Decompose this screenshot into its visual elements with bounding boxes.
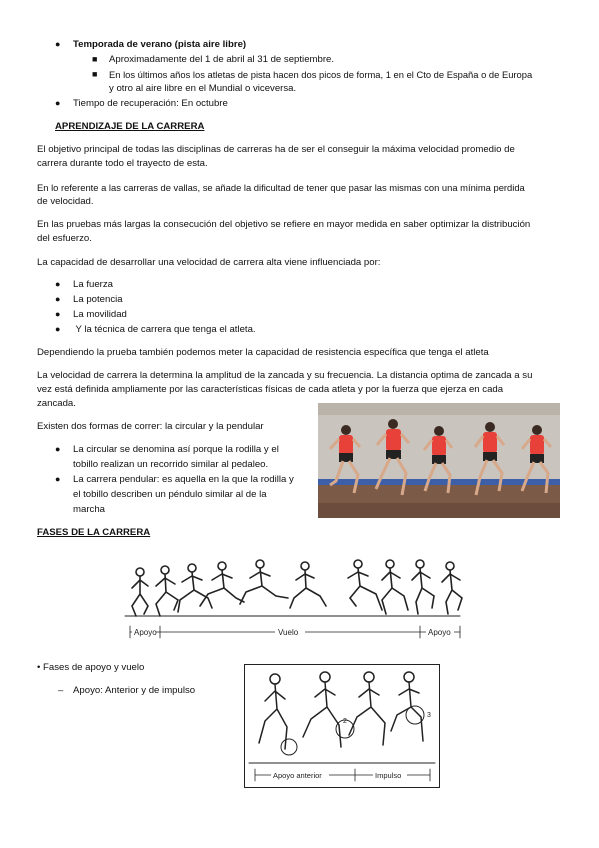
paragraph-line: La velocidad de carrera la determina la amplitud de la zancada y su frecuencia. La distancia optima de zancada a su (37, 370, 533, 381)
sketch-runner (382, 560, 408, 614)
factor-item: La fuerza (73, 279, 114, 290)
paragraph-line: La capacidad de desarrollar una velocidad de carrera alta viene influenciada por: (37, 257, 381, 268)
summer-sub1: Aproximadamente del 1 de abril al 31 de septiembre. (109, 54, 335, 65)
pendular-line1: La carrera pendular: es aquella en la que la rodilla y (73, 474, 294, 485)
paragraph-line: del esfuerzo. (37, 233, 92, 244)
sketch-runner (290, 562, 326, 608)
paragraph-line: Dependiendo la prueba también podemos meter la capacidad de resistencia específica que tenga el atleta (37, 347, 489, 358)
bullet-square: ■ (92, 54, 98, 64)
circular-line1: La circular se denomina así porque la rodilla y el (73, 444, 279, 455)
running-phases-figure (120, 550, 470, 642)
fig-label-vuelo: Vuelo (278, 628, 299, 637)
sketch-runner (178, 564, 212, 612)
sketch-runner (349, 672, 385, 745)
summer-title: Temporada de verano (pista aire libre) (73, 39, 247, 50)
summer-sub2-line2: y otro al aire libre en el Mundial o viceversa. (109, 83, 297, 94)
fig-label-apoyo: Apoyo (134, 628, 157, 637)
sketch-runner (240, 560, 288, 604)
phases-heading: FASES DE LA CARRERA (37, 527, 151, 538)
factor-item: La potencia (73, 294, 123, 305)
sketch-runner (156, 566, 178, 616)
sketch-runner (132, 568, 148, 616)
factor-item: Y la técnica de carrera que tenga el atleta. (73, 324, 256, 335)
bullet-dot: ● (55, 474, 61, 484)
fig2-label-apoyo-anterior: Apoyo anterior (273, 771, 322, 780)
bullet-square: ■ (92, 69, 98, 79)
paragraph-line: de velocidad. (37, 196, 94, 207)
fig2-number-3: 3 (427, 712, 431, 719)
sketch-runner (303, 672, 341, 747)
sketch-runner (412, 560, 434, 614)
support-phase-figure (244, 664, 440, 788)
runners-photo (318, 403, 560, 518)
paragraph-line: En las pruebas más largas la consecución del objetivo se refiere en mayor medida en saber optimizar la distribución (37, 219, 531, 230)
apoyo-subitem: Apoyo: Anterior y de impulso (73, 685, 196, 696)
dash-marker: – (58, 685, 64, 696)
bullet-dot: ● (55, 98, 61, 108)
bullet-dot: ● (55, 39, 61, 49)
learning-heading: APRENDIZAJE DE LA CARRERA (55, 121, 205, 132)
pendular-line3: marcha (73, 504, 105, 515)
fig-label-apoyo-2: Apoyo (428, 628, 451, 637)
pendular-line2: el tobillo describen un péndulo similar al de la (73, 489, 267, 500)
fig2-label-impulso: Impulso (375, 771, 402, 780)
paragraph-line: zancada. (37, 398, 76, 409)
paragraph-line: vez está definida ampliamente por las características físicas de cada atleta y por la fuerza que ejerza en cada (37, 384, 504, 395)
factor-item: La movilidad (73, 309, 127, 320)
sketch-runner (200, 562, 244, 606)
sketch-runner (259, 674, 287, 749)
paragraph-line: carrera durante todo el trayecto de esta. (37, 158, 208, 169)
bullet-dot: ● (55, 279, 61, 289)
recovery-text: Tiempo de recuperación: En octubre (73, 98, 228, 109)
bullet-dot: ● (55, 309, 61, 319)
summer-sub2-line1: En los últimos años los atletas de pista hacen dos picos de forma, 1 en el Cto de España o de Europa (109, 69, 533, 80)
paragraph-line: En lo referente a las carreras de vallas, se añade la dificultad de tener que pasar las mismas con una mínima perdida (37, 182, 525, 193)
bullet-dot: ● (55, 324, 61, 334)
phases-bullet: • Fases de apoyo y vuelo (37, 662, 145, 673)
paragraph-line: Existen dos formas de correr: la circular y la pendular (37, 421, 264, 432)
circular-line2: tobillo realizan un recorrido similar al pedaleo. (73, 459, 269, 470)
bullet-dot: ● (55, 294, 61, 304)
sketch-runner (348, 560, 382, 610)
sketch-runner (442, 562, 462, 614)
bullet-dot: ● (55, 444, 61, 454)
fig2-number-2: 2 (343, 718, 347, 725)
paragraph-line: El objetivo principal de todas las disciplinas de carreras ha de ser el conseguir la máxima velocidad promedio de (37, 144, 515, 155)
